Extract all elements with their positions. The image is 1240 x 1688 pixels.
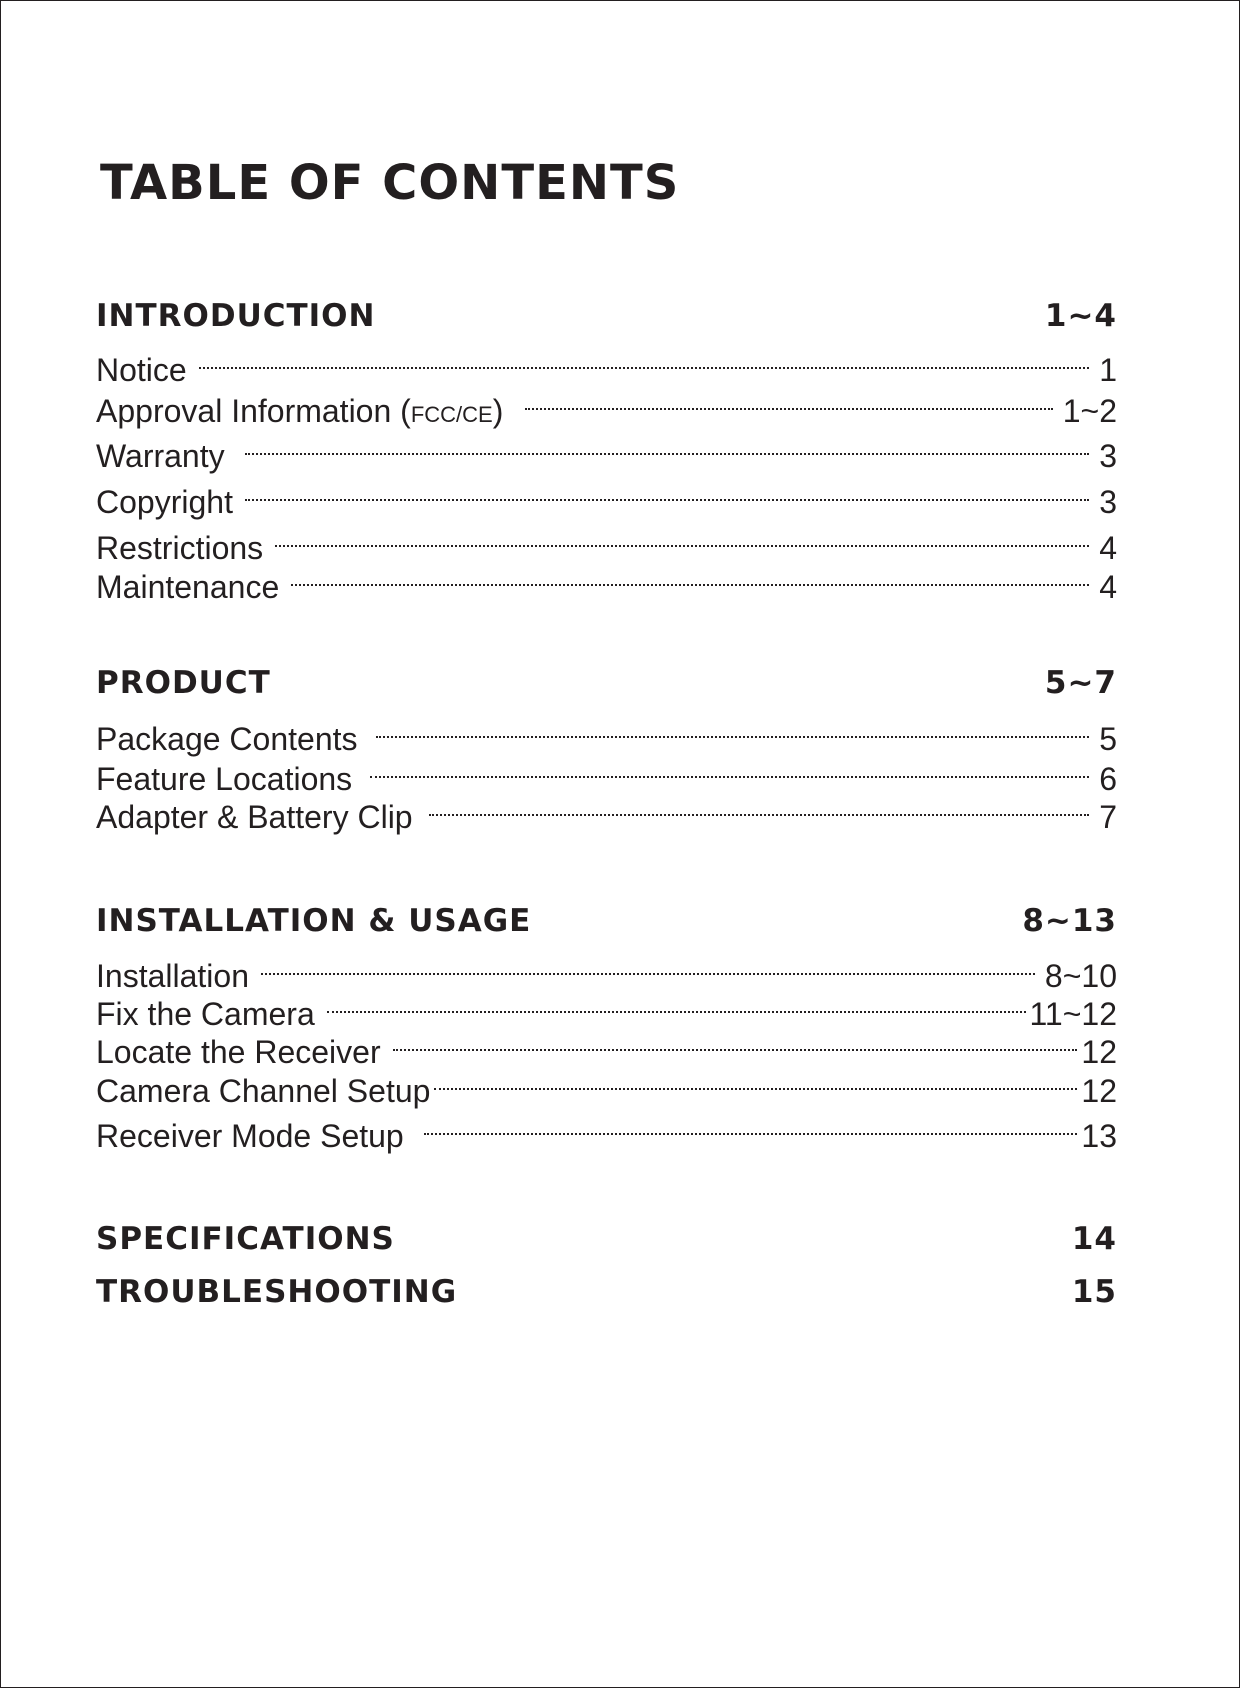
entry-label-small: FCC/CE <box>410 402 493 427</box>
entry-page: 4 <box>1099 569 1117 605</box>
section-title: SPECIFICATIONS <box>96 1221 395 1257</box>
dot-leader <box>393 1049 1078 1051</box>
toc-entry-restrictions[interactable] <box>96 530 1117 567</box>
section-pages: 15 <box>1071 1274 1117 1310</box>
entry-label: Notice <box>96 352 187 388</box>
entry-label: Feature Locations <box>96 761 353 797</box>
entry-page: 1 <box>1099 352 1117 388</box>
toc-entry-fix-the-camera[interactable] <box>96 996 1117 1033</box>
section-troubleshooting[interactable] <box>96 1274 1117 1310</box>
dot-leader <box>429 814 1090 816</box>
entry-label: Receiver Mode Setup <box>96 1118 404 1154</box>
dot-leader <box>434 1088 1077 1090</box>
entry-label: Camera Channel Setup <box>96 1073 431 1109</box>
dot-leader <box>370 776 1089 778</box>
entry-page: 4 <box>1099 530 1117 566</box>
section-specifications[interactable] <box>96 1221 1117 1257</box>
toc-entry-installation[interactable] <box>96 958 1117 995</box>
entry-page: 5 <box>1099 721 1117 757</box>
entry-page: 1~2 <box>1062 393 1117 429</box>
entry-page: 6 <box>1099 761 1117 797</box>
section-title: TROUBLESHOOTING <box>96 1274 458 1310</box>
toc-entry-receiver-mode-setup[interactable] <box>96 1118 1117 1155</box>
entry-label: Locate the Receiver <box>96 1034 381 1070</box>
entry-label: Package Contents <box>96 721 358 757</box>
section-installation-usage[interactable] <box>96 903 1117 939</box>
section-pages: 8~13 <box>1022 903 1117 939</box>
entry-page: 11~12 <box>1029 996 1117 1032</box>
dot-leader <box>199 367 1090 369</box>
page-title: TABLE OF CONTENTS <box>100 155 680 211</box>
toc-entry-package-contents[interactable] <box>96 721 1117 758</box>
toc-entry-copyright[interactable] <box>96 484 1117 521</box>
entry-page: 8~10 <box>1044 958 1117 994</box>
entry-label: Restrictions <box>96 530 264 566</box>
entry-page: 3 <box>1099 438 1117 474</box>
toc-entry-notice[interactable] <box>96 352 1117 389</box>
entry-page: 13 <box>1081 1118 1117 1154</box>
toc-entry-warranty[interactable] <box>96 438 1117 475</box>
entry-page: 12 <box>1081 1034 1117 1070</box>
dot-leader <box>275 545 1089 547</box>
dot-leader <box>245 453 1090 455</box>
dot-leader <box>245 499 1089 501</box>
entry-label: Warranty <box>96 438 225 474</box>
dot-leader <box>376 736 1090 738</box>
dot-leader <box>261 973 1035 975</box>
toc-entry-maintenance[interactable] <box>96 569 1117 606</box>
toc-entry-feature-locations[interactable] <box>96 761 1117 798</box>
entry-page: 7 <box>1099 799 1117 835</box>
section-title: PRODUCT <box>96 665 271 701</box>
toc-entry-locate-the-receiver[interactable] <box>96 1034 1117 1071</box>
entry-label: Adapter & Battery Clip <box>96 799 413 835</box>
entry-label: Approval Information (FCC/CE) <box>96 393 504 429</box>
entry-page: 12 <box>1081 1073 1117 1109</box>
entry-label: Fix the Camera <box>96 996 315 1032</box>
dot-leader <box>525 408 1052 410</box>
dot-leader <box>291 584 1089 586</box>
section-pages: 5~7 <box>1044 665 1117 701</box>
toc-entry-approval-information[interactable] <box>96 393 1117 430</box>
dot-leader <box>424 1133 1078 1135</box>
section-title: INTRODUCTION <box>96 298 376 334</box>
section-pages: 14 <box>1071 1221 1117 1257</box>
entry-label: Maintenance <box>96 569 280 605</box>
entry-label: Copyright <box>96 484 233 520</box>
section-introduction[interactable] <box>96 298 1117 334</box>
dot-leader <box>327 1011 1026 1013</box>
entry-page: 3 <box>1099 484 1117 520</box>
section-pages: 1~4 <box>1044 298 1117 334</box>
toc-entry-adapter-battery-clip[interactable] <box>96 799 1117 836</box>
section-product[interactable] <box>96 665 1117 701</box>
section-title: INSTALLATION & USAGE <box>96 903 532 939</box>
toc-entry-camera-channel-setup[interactable] <box>96 1073 1117 1110</box>
entry-label: Installation <box>96 958 249 994</box>
